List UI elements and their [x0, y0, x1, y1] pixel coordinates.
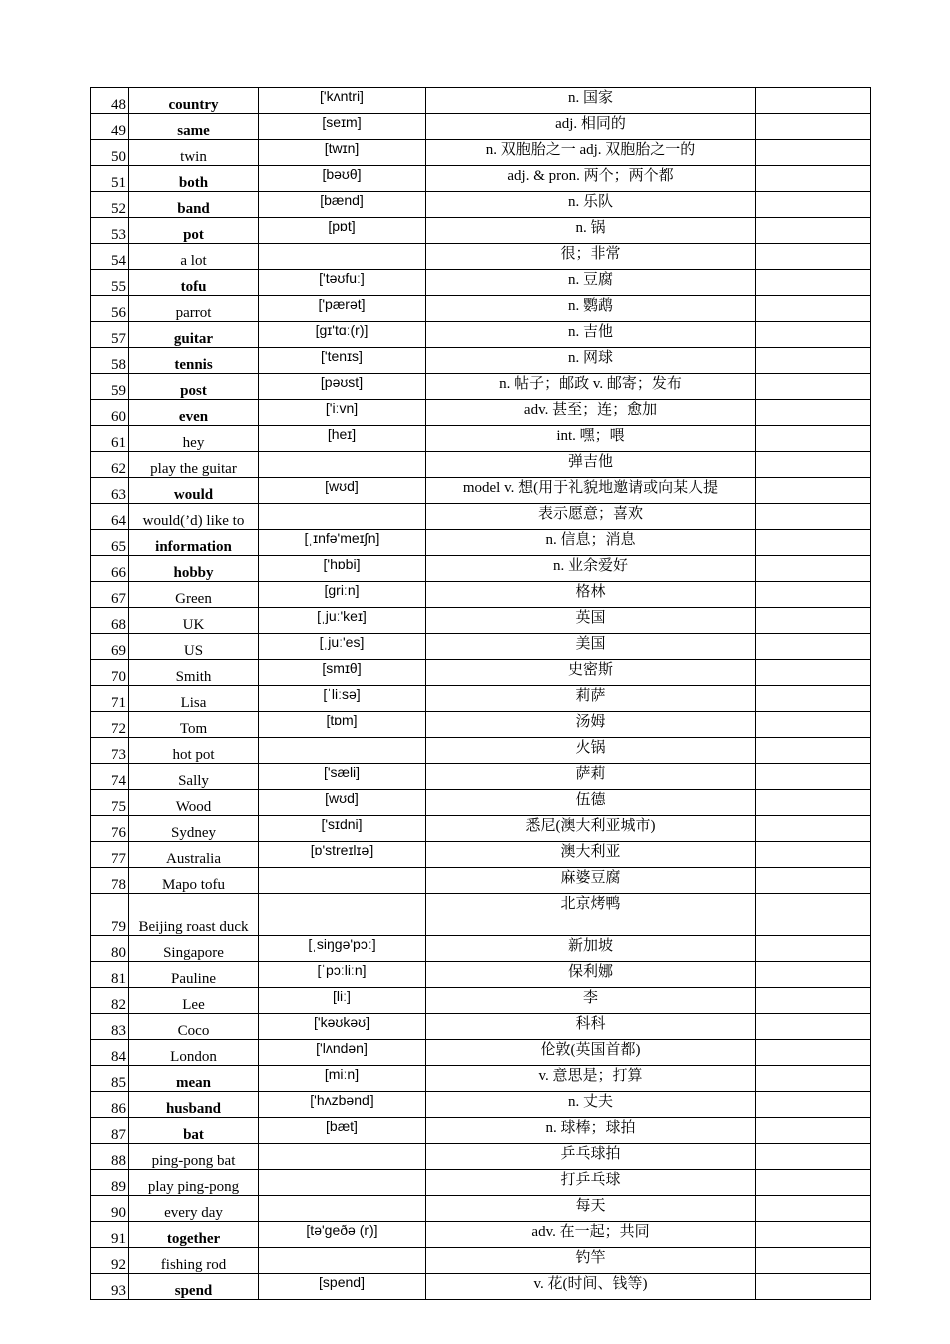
word-cell: fishing rod — [129, 1248, 259, 1274]
word-cell: play ping-pong — [129, 1170, 259, 1196]
table-row — [91, 764, 871, 790]
table-row — [91, 192, 871, 218]
word-cell: guitar — [129, 322, 259, 348]
word-cell: country — [129, 88, 259, 114]
phonetic-cell — [259, 1196, 426, 1222]
meaning-cell: adj. 相同的 — [426, 114, 756, 140]
meaning-cell: 表示愿意；喜欢 — [426, 504, 756, 530]
row-number: 80 — [91, 936, 129, 962]
table-row — [91, 270, 871, 296]
row-number: 62 — [91, 452, 129, 478]
row-number: 78 — [91, 868, 129, 894]
phonetic-cell: [heɪ] — [259, 426, 426, 452]
word-cell: Coco — [129, 1014, 259, 1040]
row-number: 71 — [91, 686, 129, 712]
phonetic-cell — [259, 894, 426, 936]
blank-cell — [756, 1040, 871, 1066]
meaning-cell: 莉萨 — [426, 686, 756, 712]
word-cell: even — [129, 400, 259, 426]
phonetic-cell: [ˌjuː'es] — [259, 634, 426, 660]
blank-cell — [756, 764, 871, 790]
blank-cell — [756, 530, 871, 556]
meaning-cell: 伍德 — [426, 790, 756, 816]
blank-cell — [756, 686, 871, 712]
word-cell: a lot — [129, 244, 259, 270]
word-cell: Wood — [129, 790, 259, 816]
meaning-cell: n. 双胞胎之一 adj. 双胞胎之一的 — [426, 140, 756, 166]
phonetic-cell: [tə'geðə (r)] — [259, 1222, 426, 1248]
table-row — [91, 712, 871, 738]
meaning-cell: 汤姆 — [426, 712, 756, 738]
row-number: 66 — [91, 556, 129, 582]
table-row — [91, 1118, 871, 1144]
word-cell: Beijing roast duck — [129, 894, 259, 936]
row-number: 75 — [91, 790, 129, 816]
meaning-cell: 火锅 — [426, 738, 756, 764]
phonetic-cell — [259, 452, 426, 478]
phonetic-cell: [gɪ'tɑː(r)] — [259, 322, 426, 348]
table-row — [91, 634, 871, 660]
blank-cell — [756, 244, 871, 270]
word-cell: Green — [129, 582, 259, 608]
table-row — [91, 738, 871, 764]
word-cell: Lee — [129, 988, 259, 1014]
row-number: 48 — [91, 88, 129, 114]
row-number: 58 — [91, 348, 129, 374]
meaning-cell: 北京烤鸭 — [426, 894, 756, 936]
meaning-cell: model v. 想(用于礼貌地邀请或向某人提 — [426, 478, 756, 504]
blank-cell — [756, 1066, 871, 1092]
word-cell: tofu — [129, 270, 259, 296]
row-number: 68 — [91, 608, 129, 634]
table-row — [91, 244, 871, 270]
row-number: 61 — [91, 426, 129, 452]
word-cell: twin — [129, 140, 259, 166]
meaning-cell: 弹吉他 — [426, 452, 756, 478]
meaning-cell: n. 帖子；邮政 v. 邮寄；发布 — [426, 374, 756, 400]
meaning-cell: 乒乓球拍 — [426, 1144, 756, 1170]
phonetic-cell: [ˈpɔːliːn] — [259, 962, 426, 988]
row-number: 70 — [91, 660, 129, 686]
table-row — [91, 582, 871, 608]
phonetic-cell: [spend] — [259, 1274, 426, 1300]
table-row — [91, 816, 871, 842]
phonetic-cell: [smɪθ] — [259, 660, 426, 686]
phonetic-cell: [ˈliːsə] — [259, 686, 426, 712]
row-number: 50 — [91, 140, 129, 166]
table-row — [91, 842, 871, 868]
phonetic-cell: [miːn] — [259, 1066, 426, 1092]
blank-cell — [756, 894, 871, 936]
table-row — [91, 962, 871, 988]
meaning-cell: 悉尼(澳大利亚城市) — [426, 816, 756, 842]
row-number: 85 — [91, 1066, 129, 1092]
row-number: 89 — [91, 1170, 129, 1196]
blank-cell — [756, 660, 871, 686]
row-number: 63 — [91, 478, 129, 504]
phonetic-cell: [wʊd] — [259, 478, 426, 504]
table-row — [91, 1222, 871, 1248]
word-cell: both — [129, 166, 259, 192]
row-number: 56 — [91, 296, 129, 322]
table-row — [91, 166, 871, 192]
word-cell: hot pot — [129, 738, 259, 764]
blank-cell — [756, 504, 871, 530]
row-number: 79 — [91, 894, 129, 936]
blank-cell — [756, 582, 871, 608]
phonetic-cell: [seɪm] — [259, 114, 426, 140]
table-row — [91, 114, 871, 140]
row-number: 55 — [91, 270, 129, 296]
table-row — [91, 1170, 871, 1196]
meaning-cell: n. 信息；消息 — [426, 530, 756, 556]
row-number: 76 — [91, 816, 129, 842]
table-row — [91, 374, 871, 400]
phonetic-cell — [259, 244, 426, 270]
meaning-cell: 萨莉 — [426, 764, 756, 790]
row-number: 51 — [91, 166, 129, 192]
word-cell: Sydney — [129, 816, 259, 842]
blank-cell — [756, 400, 871, 426]
row-number: 82 — [91, 988, 129, 1014]
blank-cell — [756, 452, 871, 478]
blank-cell — [756, 218, 871, 244]
meaning-cell: v. 意思是；打算 — [426, 1066, 756, 1092]
phonetic-cell — [259, 868, 426, 894]
word-cell: hey — [129, 426, 259, 452]
word-cell: Lisa — [129, 686, 259, 712]
row-number: 72 — [91, 712, 129, 738]
phonetic-cell: ['lʌndən] — [259, 1040, 426, 1066]
blank-cell — [756, 634, 871, 660]
table-row — [91, 608, 871, 634]
row-number: 86 — [91, 1092, 129, 1118]
table-row — [91, 478, 871, 504]
row-number: 53 — [91, 218, 129, 244]
table-row — [91, 1196, 871, 1222]
table-row — [91, 452, 871, 478]
row-number: 88 — [91, 1144, 129, 1170]
blank-cell — [756, 478, 871, 504]
row-number: 92 — [91, 1248, 129, 1274]
meaning-cell: 打乒乓球 — [426, 1170, 756, 1196]
meaning-cell: 伦敦(英国首都) — [426, 1040, 756, 1066]
blank-cell — [756, 712, 871, 738]
meaning-cell: n. 锅 — [426, 218, 756, 244]
meaning-cell: adv. 在一起；共同 — [426, 1222, 756, 1248]
phonetic-cell: [bəʊθ] — [259, 166, 426, 192]
blank-cell — [756, 114, 871, 140]
row-number: 84 — [91, 1040, 129, 1066]
phonetic-cell: [griːn] — [259, 582, 426, 608]
word-cell: Singapore — [129, 936, 259, 962]
vocabulary-table — [90, 87, 871, 1300]
blank-cell — [756, 1118, 871, 1144]
phonetic-cell: [liː] — [259, 988, 426, 1014]
meaning-cell: v. 花(时间、钱等) — [426, 1274, 756, 1300]
word-cell: tennis — [129, 348, 259, 374]
phonetic-cell: [ˌjuː'keɪ] — [259, 608, 426, 634]
word-cell: Australia — [129, 842, 259, 868]
phonetic-cell: [ɒ'streɪlɪə] — [259, 842, 426, 868]
phonetic-cell: [bænd] — [259, 192, 426, 218]
table-row — [91, 218, 871, 244]
meaning-cell: adj. & pron. 两个；两个都 — [426, 166, 756, 192]
meaning-cell: n. 业余爱好 — [426, 556, 756, 582]
phonetic-cell: [pəʊst] — [259, 374, 426, 400]
word-cell: post — [129, 374, 259, 400]
table-row — [91, 1092, 871, 1118]
word-cell: husband — [129, 1092, 259, 1118]
blank-cell — [756, 816, 871, 842]
row-number: 59 — [91, 374, 129, 400]
row-number: 65 — [91, 530, 129, 556]
meaning-cell: n. 球棒；球拍 — [426, 1118, 756, 1144]
meaning-cell: 美国 — [426, 634, 756, 660]
table-row — [91, 1040, 871, 1066]
word-cell: pot — [129, 218, 259, 244]
table-row — [91, 1248, 871, 1274]
table-row — [91, 1066, 871, 1092]
blank-cell — [756, 270, 871, 296]
phonetic-cell: ['sɪdni] — [259, 816, 426, 842]
phonetic-cell — [259, 1248, 426, 1274]
row-number: 81 — [91, 962, 129, 988]
blank-cell — [756, 936, 871, 962]
meaning-cell: 保利娜 — [426, 962, 756, 988]
blank-cell — [756, 1092, 871, 1118]
meaning-cell: 格林 — [426, 582, 756, 608]
phonetic-cell: ['sæli] — [259, 764, 426, 790]
table-row — [91, 660, 871, 686]
meaning-cell: 新加坡 — [426, 936, 756, 962]
blank-cell — [756, 1196, 871, 1222]
table-row — [91, 140, 871, 166]
word-cell: would — [129, 478, 259, 504]
meaning-cell: n. 豆腐 — [426, 270, 756, 296]
row-number: 74 — [91, 764, 129, 790]
table-row — [91, 296, 871, 322]
meaning-cell: 科科 — [426, 1014, 756, 1040]
meaning-cell: 英国 — [426, 608, 756, 634]
phonetic-cell — [259, 504, 426, 530]
table-row — [91, 1274, 871, 1300]
blank-cell — [756, 1170, 871, 1196]
row-number: 64 — [91, 504, 129, 530]
word-cell: play the guitar — [129, 452, 259, 478]
phonetic-cell: ['hʌzbənd] — [259, 1092, 426, 1118]
meaning-cell: 很；非常 — [426, 244, 756, 270]
phonetic-cell: [ˌɪnfə'meɪʃn] — [259, 530, 426, 556]
meaning-cell: adv. 甚至；连；愈加 — [426, 400, 756, 426]
word-cell: hobby — [129, 556, 259, 582]
word-cell: parrot — [129, 296, 259, 322]
blank-cell — [756, 556, 871, 582]
phonetic-cell: ['iːvn] — [259, 400, 426, 426]
word-cell: bat — [129, 1118, 259, 1144]
blank-cell — [756, 962, 871, 988]
row-number: 57 — [91, 322, 129, 348]
row-number: 93 — [91, 1274, 129, 1300]
word-cell: Tom — [129, 712, 259, 738]
word-cell: mean — [129, 1066, 259, 1092]
word-cell: every day — [129, 1196, 259, 1222]
table-row — [91, 790, 871, 816]
row-number: 54 — [91, 244, 129, 270]
row-number: 73 — [91, 738, 129, 764]
row-number: 52 — [91, 192, 129, 218]
phonetic-cell: ['pærət] — [259, 296, 426, 322]
blank-cell — [756, 1144, 871, 1170]
phonetic-cell: ['kʌntri] — [259, 88, 426, 114]
blank-cell — [756, 842, 871, 868]
row-number: 49 — [91, 114, 129, 140]
word-cell: London — [129, 1040, 259, 1066]
meaning-cell: 澳大利亚 — [426, 842, 756, 868]
blank-cell — [756, 1014, 871, 1040]
table-row — [91, 322, 871, 348]
table-row — [91, 348, 871, 374]
word-cell: would(’d) like to — [129, 504, 259, 530]
row-number: 90 — [91, 1196, 129, 1222]
row-number: 83 — [91, 1014, 129, 1040]
phonetic-cell: [tɒm] — [259, 712, 426, 738]
word-cell: Pauline — [129, 962, 259, 988]
word-cell: Sally — [129, 764, 259, 790]
table-row — [91, 504, 871, 530]
blank-cell — [756, 374, 871, 400]
word-cell: UK — [129, 608, 259, 634]
meaning-cell: n. 鹦鹉 — [426, 296, 756, 322]
meaning-cell: n. 国家 — [426, 88, 756, 114]
blank-cell — [756, 166, 871, 192]
phonetic-cell: [wʊd] — [259, 790, 426, 816]
blank-cell — [756, 1222, 871, 1248]
vocabulary-table-body — [91, 88, 871, 1300]
word-cell: band — [129, 192, 259, 218]
row-number: 69 — [91, 634, 129, 660]
blank-cell — [756, 192, 871, 218]
meaning-cell: 钓竿 — [426, 1248, 756, 1274]
table-row — [91, 88, 871, 114]
blank-cell — [756, 296, 871, 322]
blank-cell — [756, 88, 871, 114]
table-row — [91, 556, 871, 582]
phonetic-cell: [twɪn] — [259, 140, 426, 166]
blank-cell — [756, 348, 871, 374]
table-row — [91, 1014, 871, 1040]
word-cell: together — [129, 1222, 259, 1248]
phonetic-cell — [259, 738, 426, 764]
meaning-cell: 每天 — [426, 1196, 756, 1222]
meaning-cell: n. 乐队 — [426, 192, 756, 218]
blank-cell — [756, 426, 871, 452]
phonetic-cell: ['kəʊkəʊ] — [259, 1014, 426, 1040]
word-cell: information — [129, 530, 259, 556]
blank-cell — [756, 322, 871, 348]
blank-cell — [756, 140, 871, 166]
meaning-cell: 李 — [426, 988, 756, 1014]
row-number: 77 — [91, 842, 129, 868]
table-row — [91, 988, 871, 1014]
row-number: 67 — [91, 582, 129, 608]
meaning-cell: n. 吉他 — [426, 322, 756, 348]
row-number: 91 — [91, 1222, 129, 1248]
phonetic-cell: ['tenɪs] — [259, 348, 426, 374]
table-row — [91, 530, 871, 556]
meaning-cell: 麻婆豆腐 — [426, 868, 756, 894]
table-row — [91, 400, 871, 426]
table-row — [91, 1144, 871, 1170]
phonetic-cell — [259, 1144, 426, 1170]
word-cell: same — [129, 114, 259, 140]
phonetic-cell: ['hɒbi] — [259, 556, 426, 582]
blank-cell — [756, 868, 871, 894]
blank-cell — [756, 790, 871, 816]
word-cell: US — [129, 634, 259, 660]
phonetic-cell: [ˌsiŋgə'pɔː] — [259, 936, 426, 962]
table-row — [91, 868, 871, 894]
phonetic-cell: [bæt] — [259, 1118, 426, 1144]
word-cell: ping-pong bat — [129, 1144, 259, 1170]
blank-cell — [756, 738, 871, 764]
word-cell: Smith — [129, 660, 259, 686]
blank-cell — [756, 1274, 871, 1300]
phonetic-cell — [259, 1170, 426, 1196]
row-number: 87 — [91, 1118, 129, 1144]
meaning-cell: n. 网球 — [426, 348, 756, 374]
meaning-cell: n. 丈夫 — [426, 1092, 756, 1118]
word-cell: Mapo tofu — [129, 868, 259, 894]
phonetic-cell: [pɒt] — [259, 218, 426, 244]
phonetic-cell: ['təʊfuː] — [259, 270, 426, 296]
table-row — [91, 426, 871, 452]
meaning-cell: int. 嘿；喂 — [426, 426, 756, 452]
table-row — [91, 894, 871, 936]
word-cell: spend — [129, 1274, 259, 1300]
table-row — [91, 936, 871, 962]
blank-cell — [756, 1248, 871, 1274]
blank-cell — [756, 988, 871, 1014]
row-number: 60 — [91, 400, 129, 426]
blank-cell — [756, 608, 871, 634]
table-row — [91, 686, 871, 712]
meaning-cell: 史密斯 — [426, 660, 756, 686]
